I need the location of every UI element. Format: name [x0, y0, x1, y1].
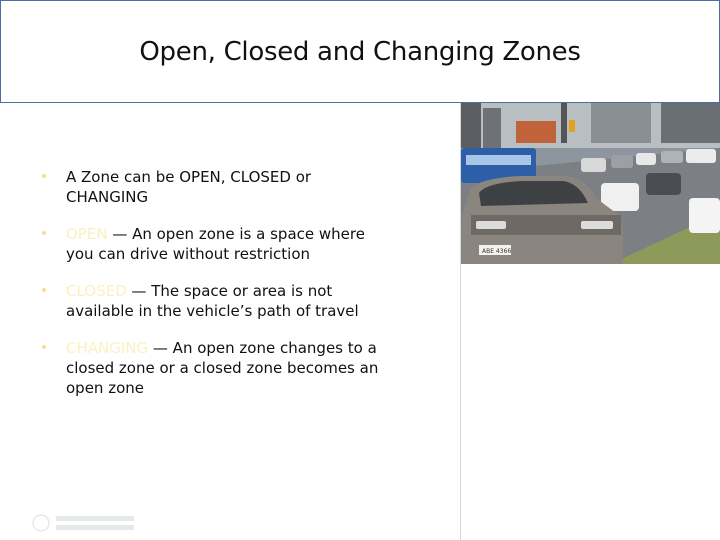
- bullet-text: — An open zone changes to a closed zone or a closed zone becomes an open zone: [66, 339, 379, 397]
- bullet-keyword: OPEN: [66, 225, 108, 243]
- license-plate: ABE 4366: [482, 248, 512, 255]
- bullet-text: — An open zone is a space where you can drive without restriction: [66, 225, 365, 263]
- bullet-dot-icon: •: [40, 169, 49, 185]
- bullet-keyword: CHANGING: [66, 339, 149, 357]
- traffic-photo: [461, 103, 720, 264]
- bullet-item: [40, 338, 390, 398]
- bullet-text: — The space or area is not available in the vehicle’s path of travel: [66, 282, 359, 320]
- bullet-item: [40, 224, 390, 264]
- bullet-text: A Zone can be OPEN, CLOSED or CHANGING: [66, 168, 312, 206]
- title-box: [0, 0, 720, 103]
- bullet-item: [40, 281, 390, 321]
- bullet-dot-icon: •: [40, 340, 49, 356]
- bullet-dot-icon: •: [40, 226, 49, 242]
- traffic-photo-illustration: [461, 103, 720, 264]
- bullet-list: [40, 167, 390, 415]
- bullet-item: [40, 167, 390, 207]
- bullet-keyword: CLOSED: [66, 282, 127, 300]
- logo-watermark-icon: [30, 512, 140, 534]
- slide-title: Open, Closed and Changing Zones: [139, 36, 581, 67]
- bullet-dot-icon: •: [40, 283, 49, 299]
